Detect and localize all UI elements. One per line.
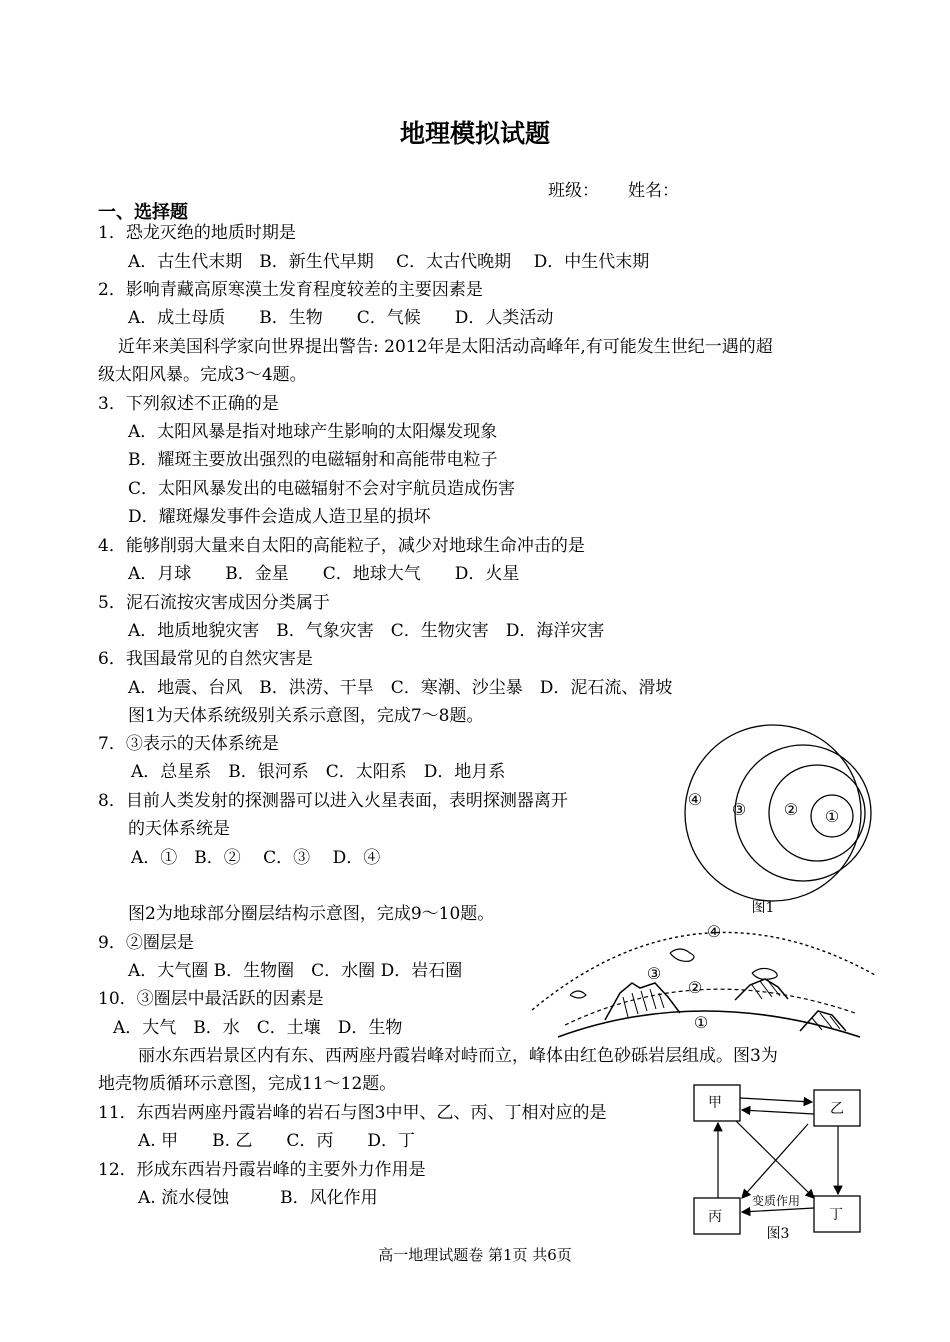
label-ding: 丁: [829, 1207, 843, 1223]
arrow-ding-bing: [742, 1208, 814, 1212]
label-jia: 甲: [708, 1095, 722, 1111]
circle-3: [735, 745, 871, 881]
label-1: ①: [824, 807, 840, 826]
mountain-left: [605, 983, 680, 1020]
label-bing: 丙: [708, 1209, 722, 1225]
intro-3-4-line2: 级太阳风暴。完成3～4题。: [98, 365, 307, 385]
intro-9-10: 图2为地球部分圈层结构示意图，完成9～10题。: [128, 904, 495, 924]
figure-3-diagram: [688, 1082, 868, 1242]
question-12-options: A. 流水侵蚀 B．风化作用: [138, 1188, 378, 1208]
question-3: 3．下列叙述不正确的是: [98, 394, 279, 414]
page-footer: 高一地理试题卷 第1页 共6页: [378, 1246, 572, 1264]
hydrosphere-boundary: [565, 989, 855, 1025]
sphere-label-1: ①: [693, 1013, 709, 1032]
question-6: 6．我国最常见的自然灾害是: [98, 649, 313, 669]
question-3-option-c: C．太阳风暴发出的电磁辐射不会对宇航员造成伤害: [128, 479, 516, 499]
question-11-options: A. 甲 B. 乙 C．丙 D．丁: [138, 1131, 416, 1151]
question-1: 1．恐龙灭绝的地质时期是: [98, 223, 296, 243]
question-8-options: A．① B．② C．③ D．④: [131, 848, 381, 868]
question-6-options: A．地震、台风 B．洪涝、干旱 C．寒潮、沙尘暴 D．泥石流、滑坡: [128, 678, 673, 698]
intro-11-12-line1: 丽水东西岩景区内有东、西两座丹霞岩峰对峙而立，峰体由红色砂砾岩层组成。图3为: [138, 1046, 778, 1066]
cloud-left: [570, 991, 586, 998]
question-12: 12．形成东西岩丹霞岩峰的主要外力作用是: [98, 1160, 426, 1180]
atmosphere-boundary: [532, 932, 875, 1010]
question-4: 4．能够削弱大量来自太阳的高能粒子，减少对地球生命冲击的是: [98, 536, 585, 556]
metamorphism-label: 变质作用: [751, 1194, 801, 1208]
question-3-option-d: D．耀斑爆发事件会造成人造卫星的损坏: [128, 507, 431, 527]
question-9: 9．②圈层是: [98, 933, 194, 953]
question-5: 5．泥石流按灾害成因分类属于: [98, 593, 330, 613]
section-heading: 一、选择题: [98, 202, 188, 223]
arrow-yi-jia: [742, 1110, 814, 1114]
mountain-mid-hatching: [752, 981, 780, 999]
arrow-jia-yi: [740, 1098, 812, 1102]
arrow-jia-ding: [736, 1121, 814, 1198]
label-4: ④: [687, 790, 703, 809]
intro-7-8: 图1为天体系统级别关系示意图，完成7～8题。: [128, 706, 484, 726]
label-yi: 乙: [830, 1101, 844, 1117]
question-10: 10．③圈层中最活跃的因素是: [98, 989, 324, 1009]
label-2: ②: [783, 800, 799, 819]
question-5-options: A．地质地貌灾害 B．气象灾害 C．生物灾害 D．海洋灾害: [128, 621, 605, 641]
question-3-option-b: B．耀斑主要放出强烈的电磁辐射和高能带电粒子: [128, 450, 498, 470]
cloud-right: [752, 968, 777, 979]
name-label: 姓名：: [628, 181, 679, 201]
intro-11-12-line2: 地壳物质循环示意图，完成11～12题。: [98, 1074, 397, 1094]
question-9-options: A．大气圈 B．生物圈 C．水圈 D．岩石圈: [128, 961, 463, 981]
arrow-yi-bing: [742, 1124, 808, 1198]
page-title: 地理模拟试题: [399, 119, 550, 148]
question-3-option-a: A．太阳风暴是指对地球产生影响的太阳爆发现象: [128, 422, 498, 442]
question-11: 11．东西岩两座丹霞岩峰的岩石与图3中甲、乙、丙、丁相对应的是: [98, 1103, 607, 1123]
question-2-options: A．成土母质 B．生物 C．气候 D．人类活动: [128, 308, 554, 328]
cloud-mid: [670, 949, 694, 961]
class-label: 班级：: [548, 181, 599, 201]
question-1-options: A．古生代末期 B．新生代早期 C．太古代晚期 D．中生代末期: [128, 252, 650, 272]
sphere-label-3: ③: [646, 964, 662, 983]
question-7: 7．③表示的天体系统是: [98, 734, 279, 754]
figure-3-caption: 图3: [766, 1226, 790, 1242]
sphere-label-4: ④: [706, 922, 722, 941]
question-8-line2: 的天体系统是: [128, 819, 230, 839]
question-4-options: A．月球 B．金星 C．地球大气 D．火星: [128, 564, 520, 584]
figure-2-diagram: [520, 915, 880, 1043]
question-7-options: A．总星系 B．银河系 C．太阳系 D．地月系: [131, 762, 506, 782]
label-3: ③: [731, 800, 747, 819]
question-2: 2．影响青藏高原寒漠土发育程度较差的主要因素是: [98, 280, 483, 300]
sphere-label-2: ②: [687, 978, 703, 997]
intro-3-4-line1: 近年来美国科学家向世界提出警告: 2012年是太阳活动高峰年,有可能发生世纪一遇的超: [118, 337, 773, 357]
question-8-line1: 8．目前人类发射的探测器可以进入火星表面，表明探测器离开: [98, 791, 568, 811]
question-10-options: A．大气 B．水 C．土壤 D．生物: [113, 1018, 403, 1038]
figure-1-caption: 图1: [751, 900, 775, 916]
figure-1-diagram: [665, 718, 885, 918]
